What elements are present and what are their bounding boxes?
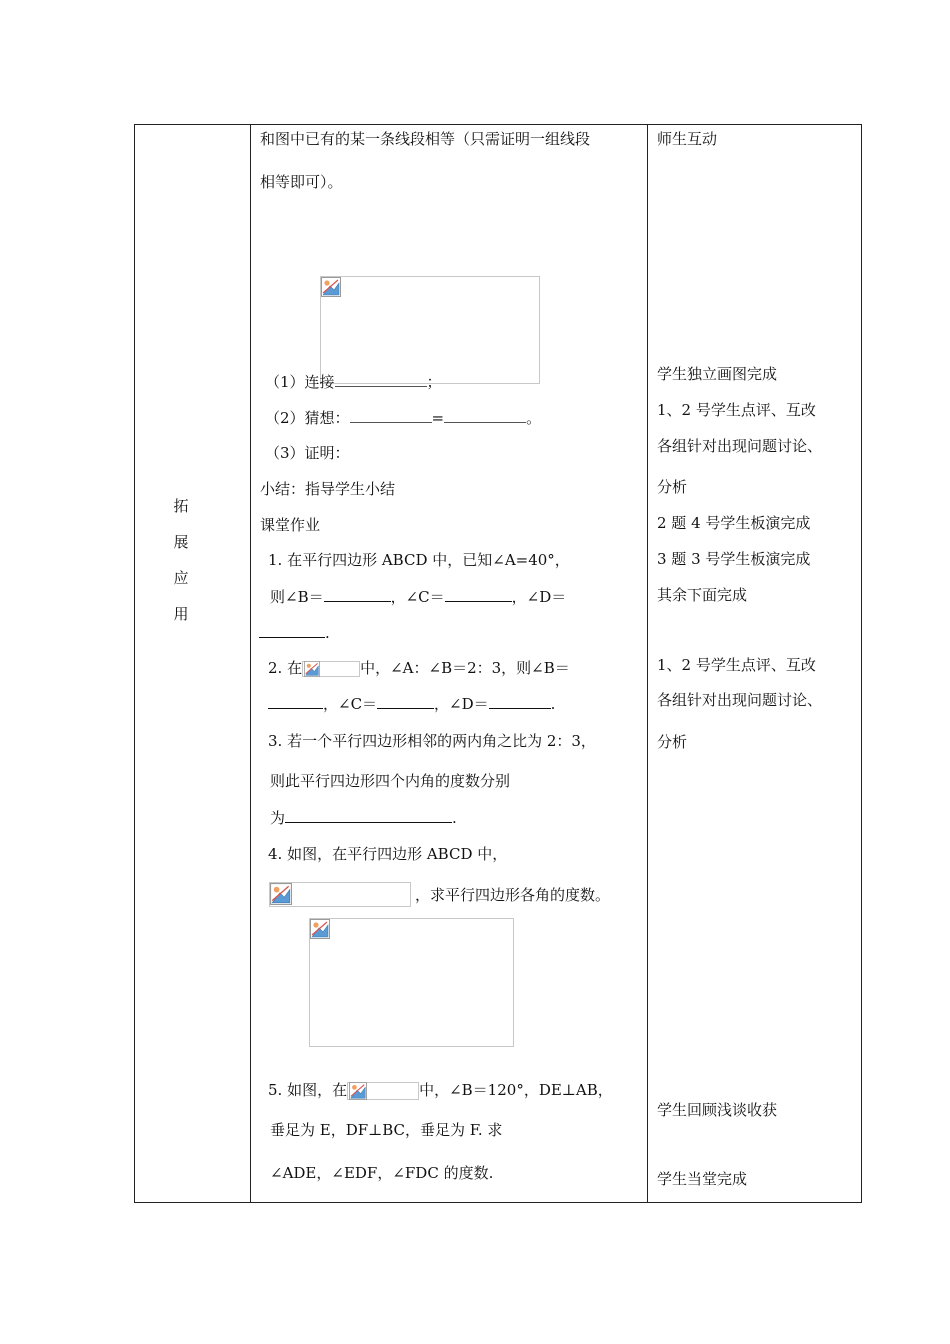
activity-note: 分析 <box>657 733 688 751</box>
problem-1-end: . <box>259 623 330 643</box>
activity-note: 各组针对出现问题讨论、 <box>657 691 823 709</box>
activity-note: 2 题 4 号学生板演完成 <box>657 514 811 532</box>
inline-image <box>347 1082 419 1100</box>
broken-image-icon <box>310 919 330 939</box>
activity-note: 分析 <box>657 478 688 496</box>
activity-note: 师生互动 <box>657 130 718 148</box>
problem-2: 2. 在 中，∠A：∠B＝2：3，则∠B＝ <box>268 659 570 677</box>
activity-note: 1、2 号学生点评、互改 <box>657 401 816 419</box>
activity-note: 其余下面完成 <box>657 586 748 604</box>
problem-5-line-3: ∠ADE，∠EDF，∠FDC 的度数. <box>270 1164 494 1182</box>
text-line: 和图中已有的某一条线段相等（只需证明一组线段 <box>260 130 591 148</box>
problem-1: 1. 在平行四边形 ABCD 中，已知∠A=40°， <box>268 551 570 569</box>
text-line: 相等即可）。 <box>260 173 343 191</box>
question-1: （1）连接 ； <box>265 373 442 391</box>
question-3: （3）证明： <box>265 444 350 462</box>
activity-note: 学生回顾浅谈收获 <box>657 1101 778 1119</box>
activity-note: 3 题 3 号学生板演完成 <box>657 550 811 568</box>
column-divider <box>647 125 648 1202</box>
activity-note: 学生当堂完成 <box>657 1170 748 1188</box>
broken-image-icon <box>321 277 341 297</box>
activity-note: 学生独立画图完成 <box>657 365 778 383</box>
broken-image-icon <box>270 883 292 905</box>
lesson-table <box>134 124 862 1203</box>
problem-5-line-2: 垂足为 E，DF⊥BC，垂足为 F. 求 <box>270 1121 503 1139</box>
problem-2-blanks: ，∠C＝ ，∠D＝ . <box>268 694 555 714</box>
problem-4: 4. 如图，在平行四边形 ABCD 中， <box>268 845 508 863</box>
problem-5: 5. 如图，在 中，∠B＝120°，DE⊥AB， <box>268 1081 613 1099</box>
problem-1-blanks: 则∠B＝ ，∠C＝ ，∠D＝ <box>270 588 567 606</box>
problem-3: 3. 若一个平行四边形相邻的两内角之比为 2：3， <box>268 732 596 750</box>
activity-note: 各组针对出现问题讨论、 <box>657 437 823 455</box>
problem-4-question: ，求平行四边形各角的度数。 <box>415 886 611 904</box>
problem-3-line-3: 为 . <box>270 809 457 827</box>
broken-image-icon <box>348 1082 368 1100</box>
inline-image <box>302 661 360 677</box>
problem-3-line-2: 则此平行四边形四个内角的度数分别 <box>270 772 511 790</box>
broken-image-icon <box>303 661 321 677</box>
section-label-char: 用 <box>173 605 189 623</box>
inline-image <box>269 882 411 907</box>
section-label-char: 展 <box>173 533 189 551</box>
figure-image <box>309 918 514 1047</box>
summary: 小结：指导学生小结 <box>260 480 396 498</box>
activity-note: 1、2 号学生点评、互改 <box>657 656 816 674</box>
section-label-char: 应 <box>173 569 189 587</box>
column-divider <box>250 125 251 1202</box>
section-label-char: 拓 <box>173 497 189 515</box>
figure-image <box>320 276 540 384</box>
homework-heading: 课堂作业 <box>260 516 321 534</box>
question-2: （2）猜想： = 。 <box>265 409 542 427</box>
